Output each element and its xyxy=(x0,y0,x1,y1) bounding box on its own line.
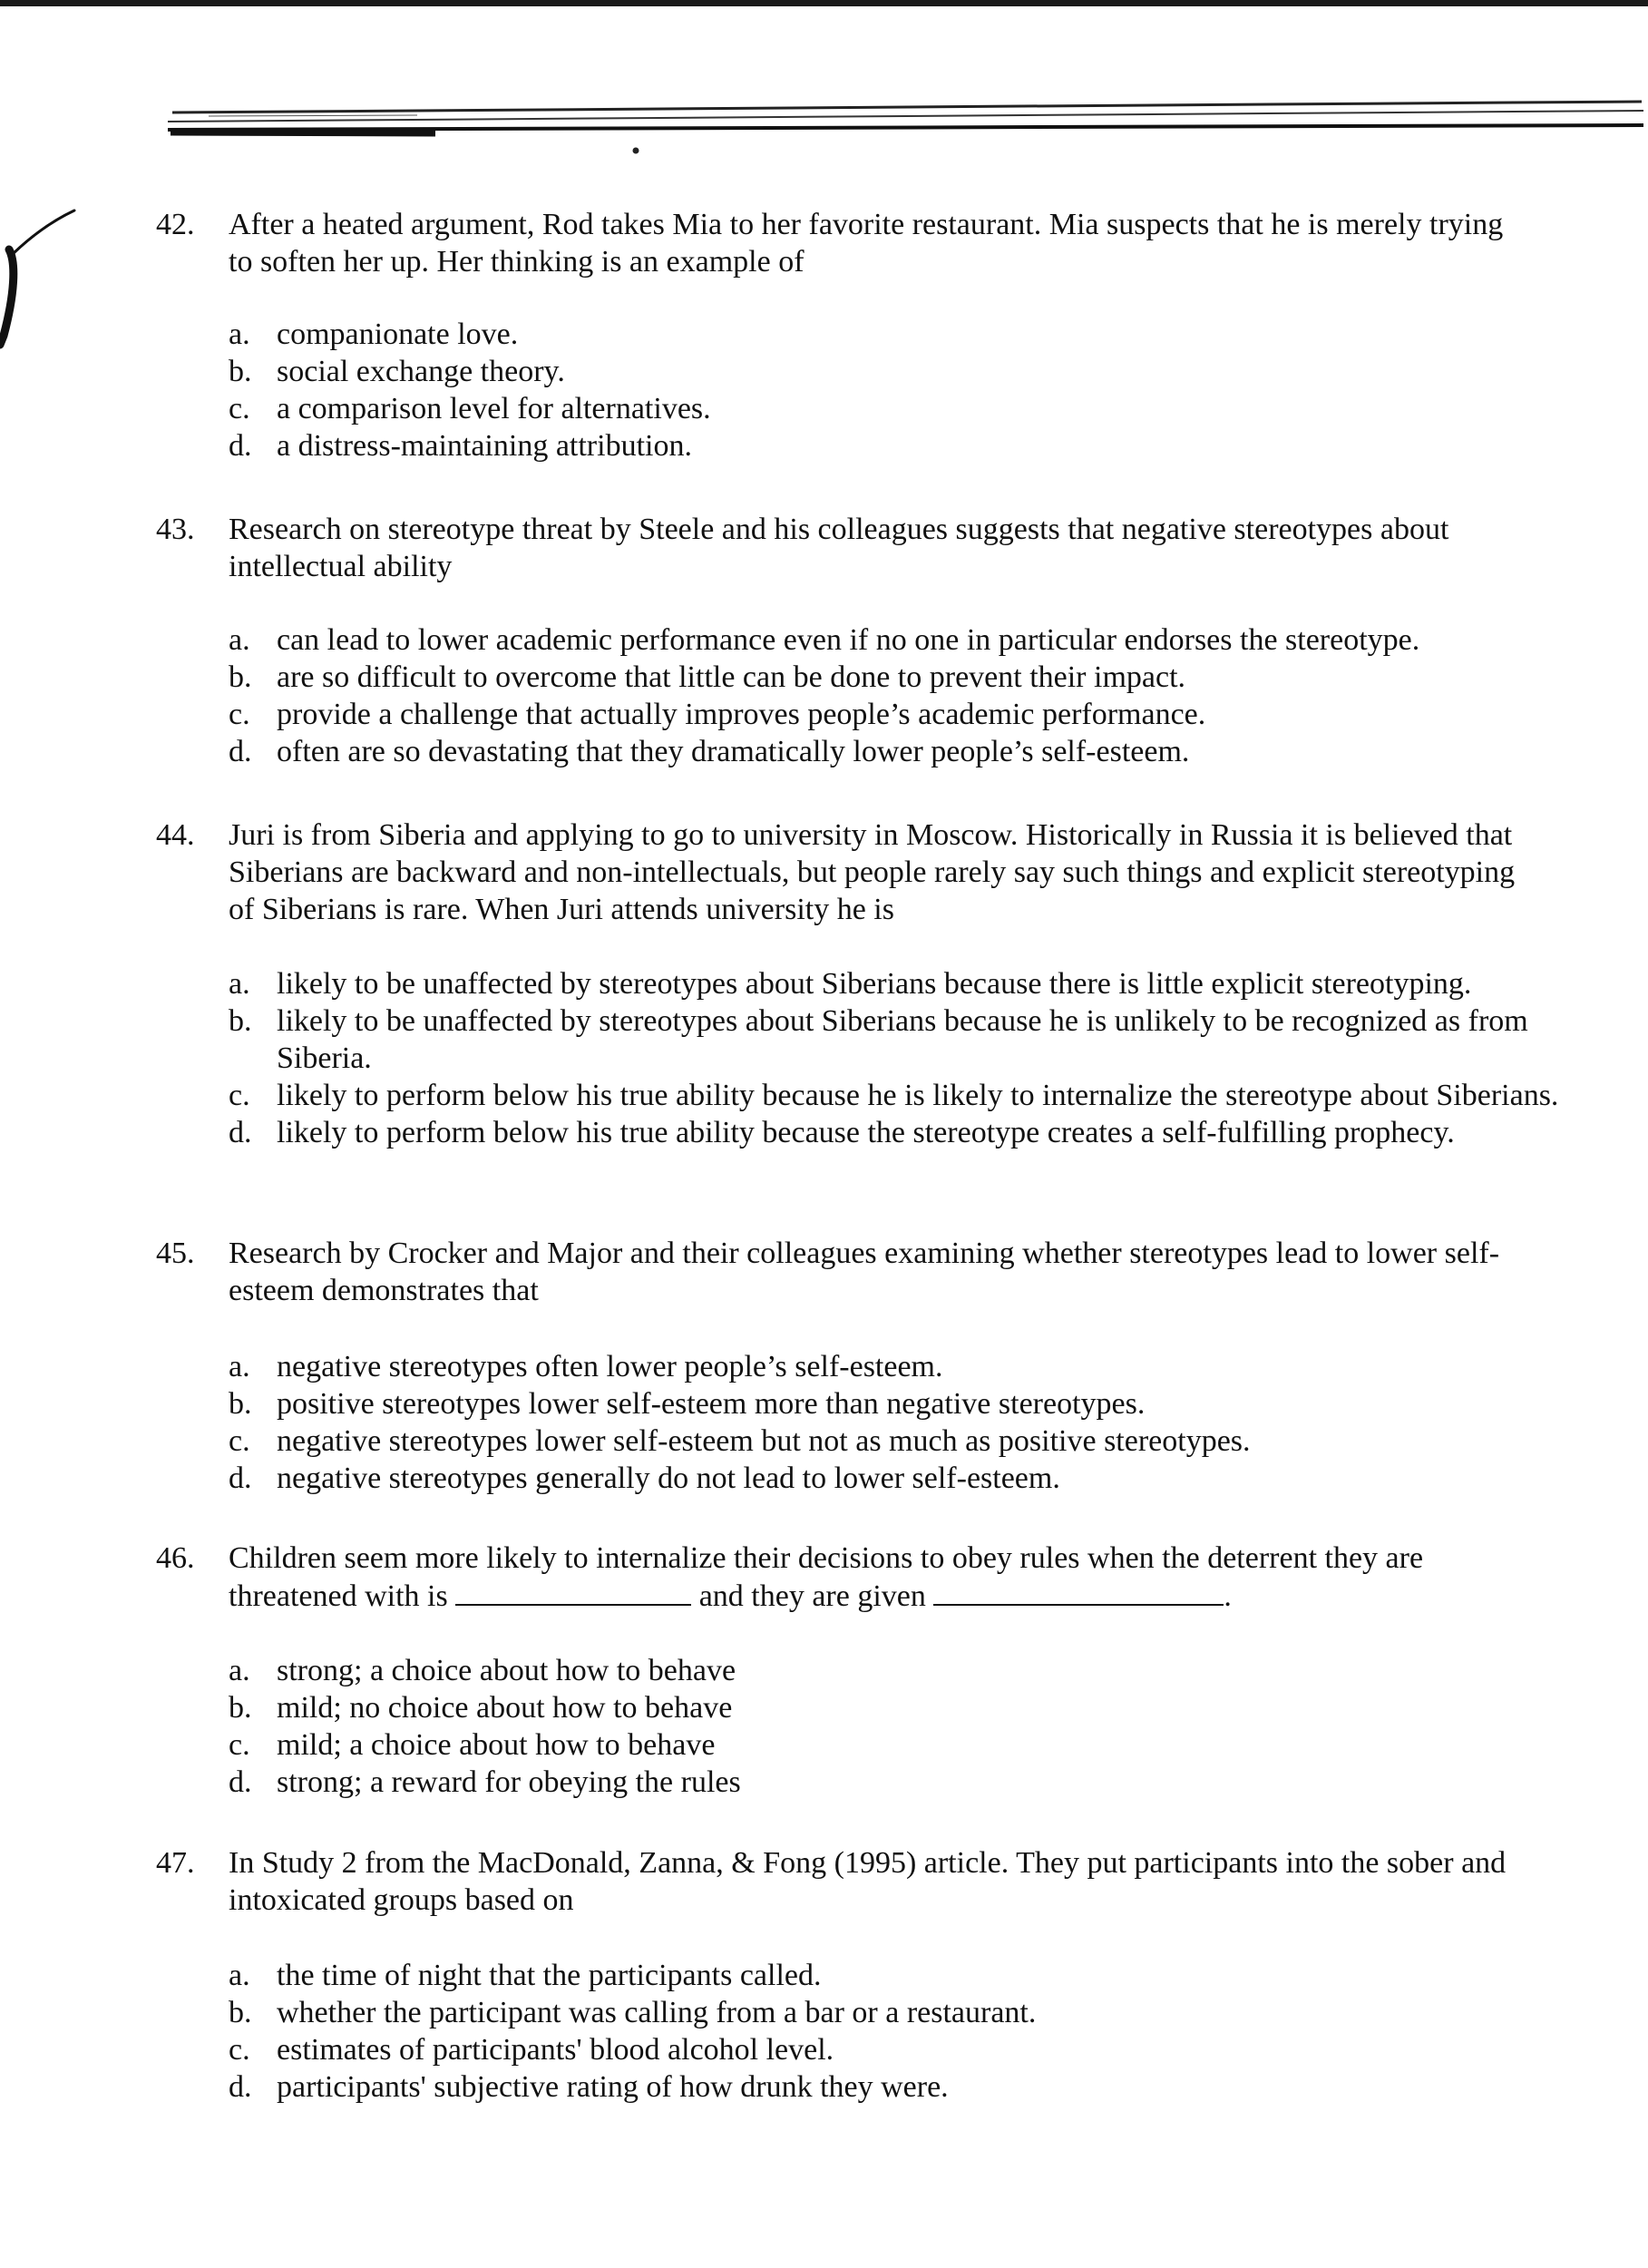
option-text: likely to be unaffected by stereotypes about Siberians because he is unlikely to be recognized as from Siberia. xyxy=(277,1004,1528,1075)
answer-option-b[interactable]: b. mild; no choice about how to behave xyxy=(229,1691,733,1725)
answer-option-d[interactable]: d. negative stereotypes generally do not lead to lower self-esteem. xyxy=(229,1461,1060,1495)
option-text: likely to be unaffected by stereotypes about Siberians because there is little explicit stereotyping. xyxy=(277,967,1472,1001)
answer-option-b[interactable]: b. positive stereotypes lower self-esteem more than negative stereotypes. xyxy=(229,1387,1146,1421)
option-text: companionate love. xyxy=(277,318,519,351)
answer-options xyxy=(229,316,1562,464)
question-number: 45. xyxy=(156,1237,195,1270)
answer-option-a[interactable]: a. companionate love. xyxy=(229,318,519,351)
option-text: likely to perform below his true ability because the stereotype creates a self-fulfilling prophecy. xyxy=(277,1116,1455,1149)
answer-option-c[interactable]: c. mild; a choice about how to behave xyxy=(229,1728,716,1762)
answer-option-c[interactable]: c. negative stereotypes lower self-esteem but not as much as positive stereotypes. xyxy=(229,1424,1251,1458)
option-text: positive stereotypes lower self-esteem more than negative stereotypes. xyxy=(277,1387,1146,1421)
stem-text-1: Children seem more likely to internalize their decisions to obey rules when the deterrent they are threatened with is xyxy=(229,1541,1424,1613)
option-text: negative stereotypes lower self-esteem but not as much as positive stereotypes. xyxy=(277,1424,1251,1458)
option-text: estimates of participants' blood alcohol level. xyxy=(277,2033,834,2067)
option-text: a distress-maintaining attribution. xyxy=(277,429,692,463)
option-text: social exchange theory. xyxy=(277,355,565,388)
option-text: can lead to lower academic performance even if no one in particular endorses the stereotype. xyxy=(277,623,1420,657)
question-number: 46. xyxy=(156,1541,195,1575)
answer-option-c[interactable]: c. estimates of participants' blood alcohol level. xyxy=(229,2033,834,2067)
answer-option-c[interactable]: c. a comparison level for alternatives. xyxy=(229,392,711,425)
header-rule-lines xyxy=(0,0,1648,163)
option-text: mild; no choice about how to behave xyxy=(277,1691,733,1725)
answer-option-b[interactable]: b. are so difficult to overcome that little can be done to prevent their impact. xyxy=(229,660,1186,694)
option-text: participants' subjective rating of how drunk they were. xyxy=(277,2070,949,2104)
answer-options xyxy=(229,621,1562,770)
question-number: 44. xyxy=(156,818,195,852)
question-number: 47. xyxy=(156,1846,195,1880)
answer-options xyxy=(229,1957,1562,2106)
answer-blank-2 xyxy=(933,1577,1224,1606)
question-stem: In Study 2 from the MacDonald, Zanna, & Fong (1995) article. They put participants into the sober and intoxicated groups based on xyxy=(229,1846,1507,1917)
question-stem: Research on stereotype threat by Steele and his colleagues suggests that negative stereotypes about intellectual ability xyxy=(229,513,1449,583)
option-text: whether the participant was calling from a bar or a restaurant. xyxy=(277,1996,1037,2029)
question-number: 42. xyxy=(156,208,195,241)
answer-options xyxy=(229,965,1562,1151)
question-stem: Research by Crocker and Major and their colleagues examining whether stereotypes lead to lower self-esteem demonstrates that xyxy=(229,1237,1500,1307)
option-text: strong; a reward for obeying the rules xyxy=(277,1765,741,1799)
option-text: likely to perform below his true ability because he is likely to internalize the stereotype about Siberians. xyxy=(277,1079,1559,1112)
answer-option-d[interactable]: d. likely to perform below his true ability because the stereotype creates a self-fulfilling prophecy. xyxy=(229,1116,1455,1149)
option-text: strong; a choice about how to behave xyxy=(277,1654,736,1687)
option-text: often are so devastating that they dramatically lower people’s self-esteem. xyxy=(277,735,1190,768)
option-text: mild; a choice about how to behave xyxy=(277,1728,716,1762)
answer-option-d[interactable]: d. often are so devastating that they dramatically lower people’s self-esteem. xyxy=(229,735,1190,768)
handwritten-check-icon xyxy=(0,209,91,363)
answer-options xyxy=(229,1348,1562,1497)
answer-option-a[interactable]: a. negative stereotypes often lower people’s self-esteem. xyxy=(229,1350,943,1383)
option-text: are so difficult to overcome that little can be done to prevent their impact. xyxy=(277,660,1186,694)
answer-option-b[interactable]: b. social exchange theory. xyxy=(229,355,565,388)
option-text: the time of night that the participants called. xyxy=(277,1959,822,1992)
question-stem: After a heated argument, Rod takes Mia to her favorite restaurant. Mia suspects that he is merely trying to soften her up. Her thinking is an example of xyxy=(229,208,1504,279)
option-text: a comparison level for alternatives. xyxy=(277,392,711,425)
answer-option-a[interactable]: a. strong; a choice about how to behave xyxy=(229,1654,736,1687)
option-text: negative stereotypes generally do not lead to lower self-esteem. xyxy=(277,1461,1060,1495)
answer-option-d[interactable]: d. strong; a reward for obeying the rules xyxy=(229,1765,741,1799)
answer-option-c[interactable]: c. likely to perform below his true ability because he is likely to internalize the stereotype about Siberians. xyxy=(229,1079,1559,1112)
answer-option-a[interactable]: a. likely to be unaffected by stereotypes about Siberians because there is little explicit stereotyping. xyxy=(229,967,1472,1001)
answer-option-d[interactable]: d. a distress-maintaining attribution. xyxy=(229,429,692,463)
answer-blank-1 xyxy=(455,1577,691,1606)
answer-option-b[interactable]: b. likely to be unaffected by stereotypes about Siberians because he is unlikely to be recognized as from Siberia. xyxy=(229,1004,1528,1075)
option-text: negative stereotypes often lower people’s self-esteem. xyxy=(277,1350,943,1383)
option-text: provide a challenge that actually improves people’s academic performance. xyxy=(277,698,1206,731)
answer-option-c[interactable]: c. provide a challenge that actually improves people’s academic performance. xyxy=(229,698,1206,731)
question-stem: Juri is from Siberia and applying to go to university in Moscow. Historically in Russia it is believed that Siberians are backward and non-intellectuals, but people rarely say such things and explicit stereotyping of Siberians is rare. When Juri attends university he is xyxy=(229,818,1516,926)
answer-option-d[interactable]: d. participants' subjective rating of how drunk they were. xyxy=(229,2070,949,2104)
answer-option-a[interactable]: a. the time of night that the participants called. xyxy=(229,1959,822,1992)
question-number: 43. xyxy=(156,513,195,546)
answer-option-b[interactable]: b. whether the participant was calling from a bar or a restaurant. xyxy=(229,1996,1037,2029)
answer-option-a[interactable]: a. can lead to lower academic performance even if no one in particular endorses the stereotype. xyxy=(229,623,1420,657)
stem-text-2: and they are given xyxy=(698,1579,926,1613)
question-stem xyxy=(229,1540,1535,1615)
answer-options xyxy=(229,1652,1562,1801)
stem-text-3: . xyxy=(1224,1579,1232,1613)
